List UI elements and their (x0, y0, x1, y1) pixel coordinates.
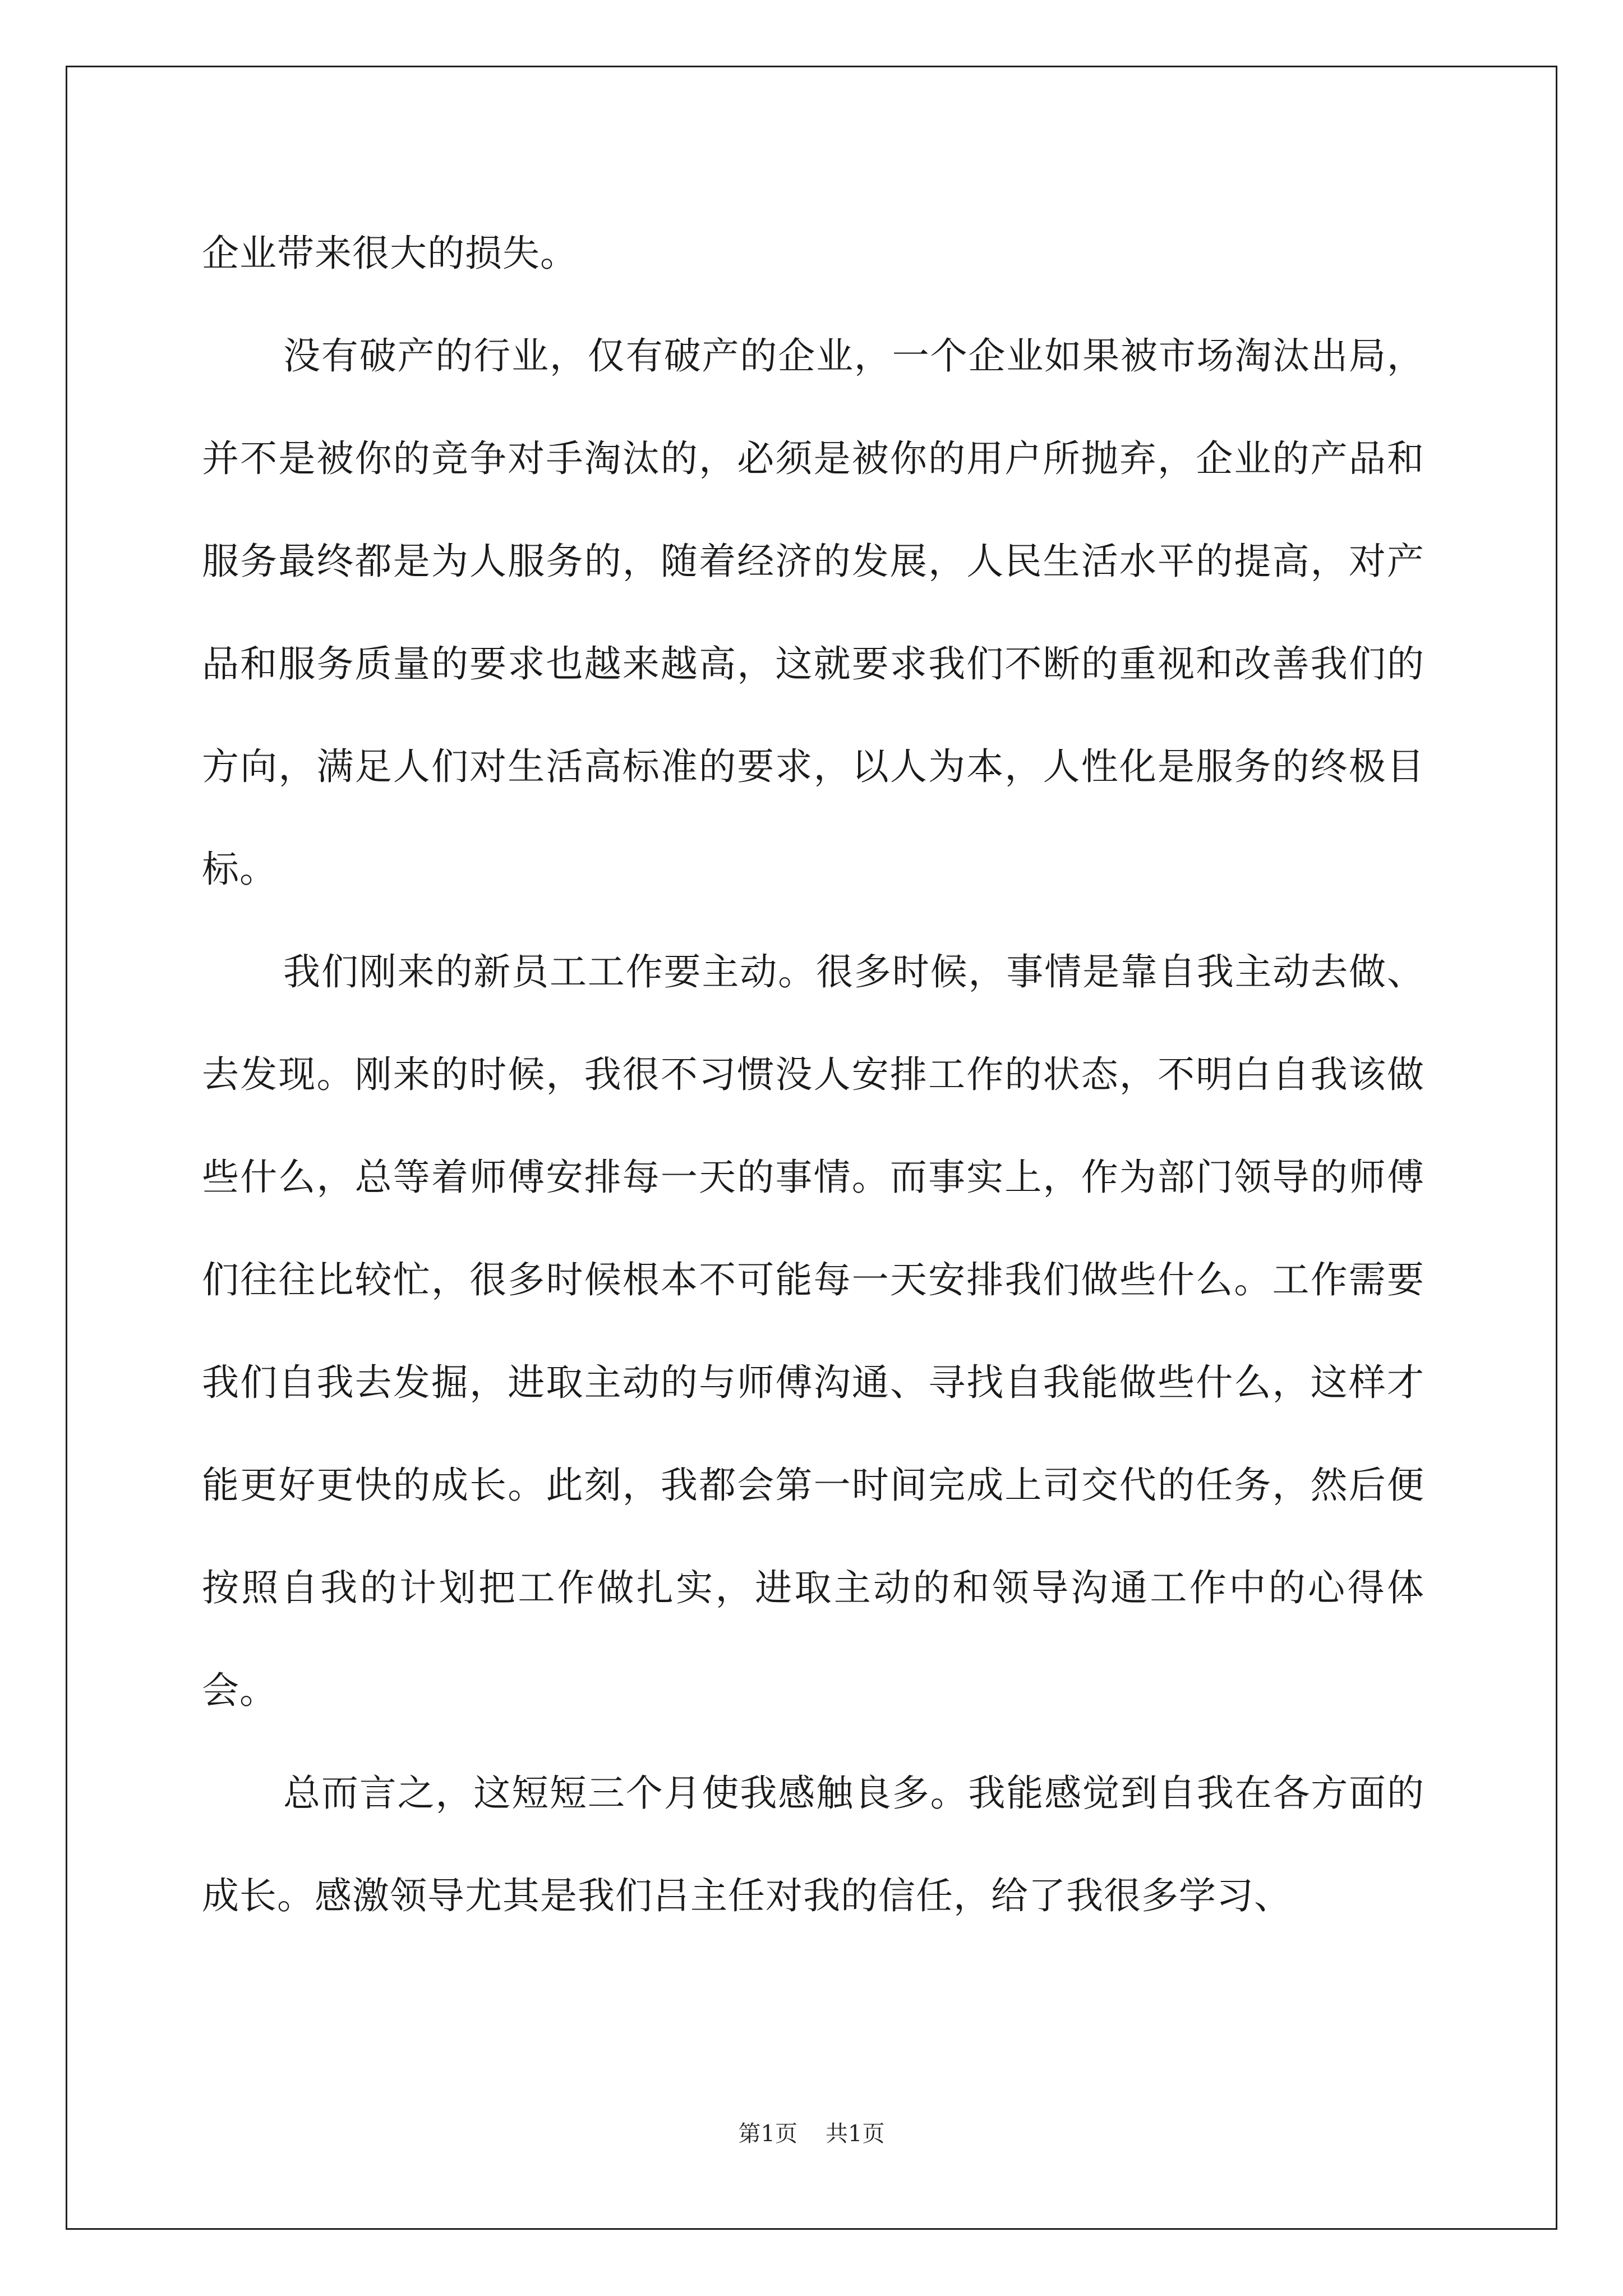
page-footer (0, 2116, 1623, 2148)
page-number: 第1页 (738, 2121, 797, 2147)
page-total: 共1页 (826, 2121, 885, 2147)
paragraph-2: 没有破产的行业，仅有破产的企业，一个企业如果被市场淘汰出局，并不是被你的竞争对手淘汰的，必须是被你的用户所抛弃，企业的产品和服务最终都是为人服务的，随着经济的发展，人民生活水平的提高，对产品和服务质量的要求也越来越高，这就要求我们不断的重视和改善我们的方向，满足人们对生活高标准的要求，以人为本，人性化是服务的终极目标。 (202, 334, 1424, 891)
paragraph-1: 企业带来很大的损失。 (202, 232, 578, 275)
paragraph-3: 我们刚来的新员工工作要主动。很多时候，事情是靠自我主动去做、去发现。刚来的时候，我很不习惯没人安排工作的状态，不明白自我该做些什么，总等着师傅安排每一天的事情。而事实上，作为部门领导的师傅们往往比较忙，很多时候根本不可能每一天安排我们做些什么。工作需要我们自我去发掘，进取主动的与师傅沟通、寻找自我能做些什么，这样才能更好更快的成长。此刻，我都会第一时间完成上司交代的任务，然后便按照自我的计划把工作做扎实，进取主动的和领导沟通工作中的心得体会。 (202, 950, 1424, 1712)
document-body (202, 202, 1424, 1947)
paragraph-4: 总而言之，这短短三个月使我感触良多。我能感觉到自我在各方面的成长。感激领导尤其是我们吕主任对我的信任，给了我很多学习、 (202, 1772, 1424, 1917)
